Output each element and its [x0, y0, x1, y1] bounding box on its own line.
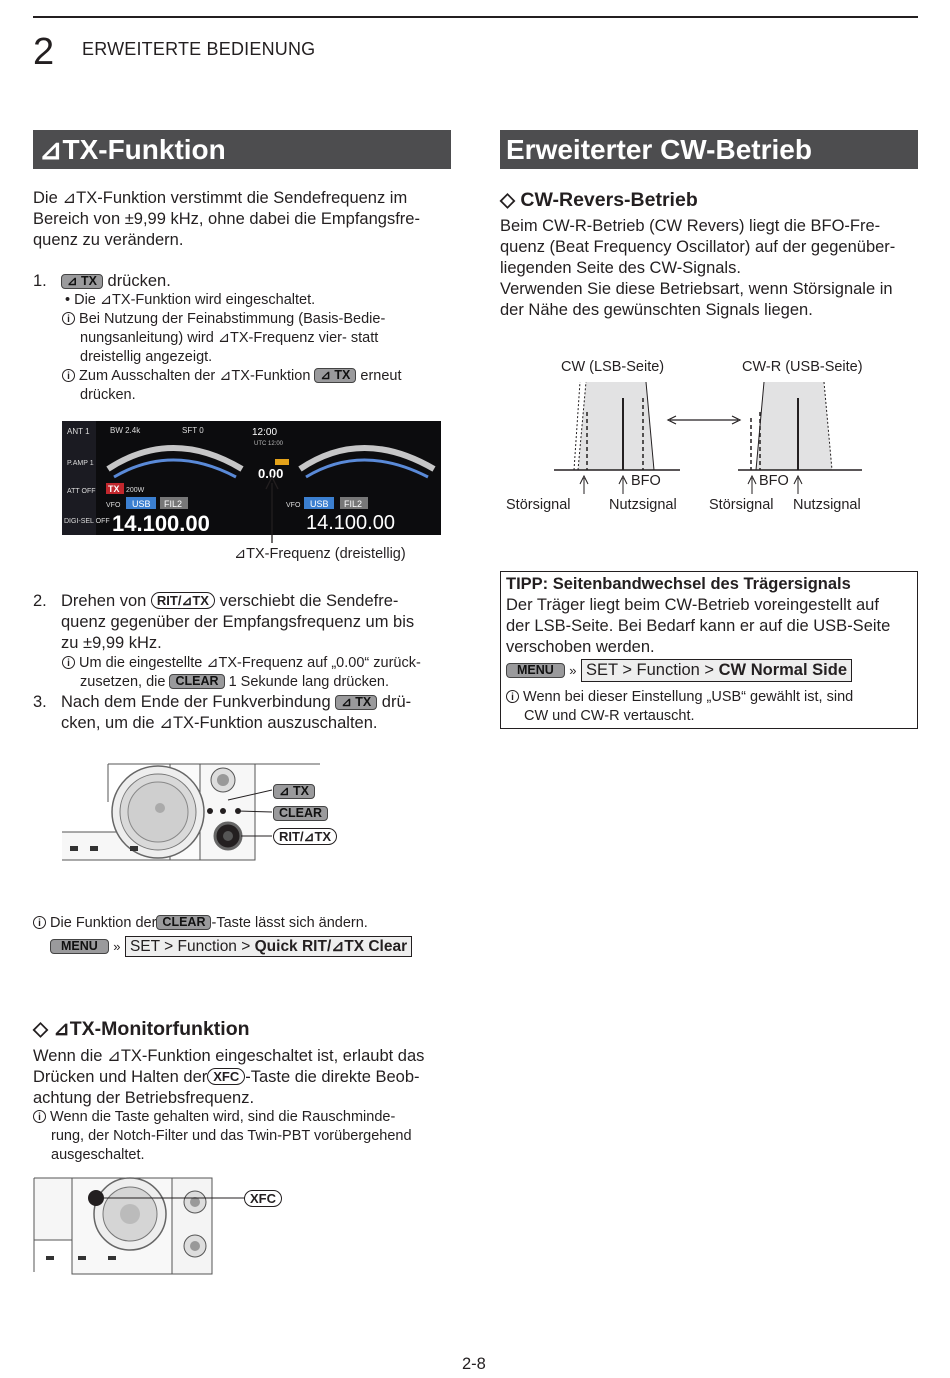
ant-label: ANT 1 [67, 427, 90, 436]
tip-menu-path: MENU » SET > Function > CW Normal Side [506, 659, 852, 682]
nutz-label-usb: Nutzsignal [793, 497, 861, 513]
rit-knob-label: RIT/⊿TX [273, 828, 337, 845]
bfo-label-lsb: BFO [631, 473, 661, 489]
info-icon: i [33, 916, 46, 929]
info-icon: i [62, 312, 75, 325]
monitor-paragraph: Wenn die ⊿TX-Funktion eingeschaltet ist, erlaubt das Drücken und Halten der XFC -Taste die direkte Beob- achtung der Betriebsfrequenz. [33, 1047, 425, 1107]
att-label: ATT OFF [67, 488, 96, 495]
svg-text:VFO: VFO [286, 502, 301, 509]
sub-frequency: 14.100.00 [306, 512, 395, 534]
main-frequency: 14.100.00 [112, 511, 210, 535]
monitor-note: i Wenn die Taste gehalten wird, sind die Rauschminde- rung, der Notch-Filter und das Twin-PBT vorübergehend ausgeschaltet. [33, 1108, 458, 1165]
page-number: 2-8 [462, 1355, 486, 1373]
step-1-bullet: • Die ⊿TX-Funktion wird eingeschaltet. [65, 292, 316, 308]
svg-text:VFO: VFO [106, 502, 121, 509]
bw-label: BW 2.4k [110, 426, 141, 435]
digisel-label: DIGI-SEL OFF [64, 518, 110, 525]
info-icon: i [62, 656, 75, 669]
display-caption: ⊿TX-Frequenz (dreistellig) [234, 546, 406, 562]
svg-text:FIL2: FIL2 [344, 499, 363, 509]
info-icon: i [506, 690, 519, 703]
step-1-note-1: i Bei Nutzung der Feinabstimmung (Basis-Bedie- nungsanleitung) wird ⊿TX-Frequenz vier- statt dreistellig angezeigt. [62, 310, 452, 367]
clock: 12:00 [252, 427, 278, 438]
chapter-number: 2 [33, 31, 55, 73]
chapter-title: ERWEITERTE BEDIENUNG [82, 39, 316, 59]
step-3: 3. Nach dem Ende der Funkverbindung ⊿ TX drü- cken, um die ⊿TX-Funktion auszuschalten. [33, 693, 412, 732]
section-title-delta-tx: ⊿TX-Funktion [33, 130, 451, 169]
clear-note: i Die Funktion der CLEAR -Taste lässt sich ändern. [33, 914, 368, 933]
svg-text:USB: USB [310, 499, 329, 509]
menu-key: MENU [506, 663, 565, 678]
cw-sideband-diagram [550, 378, 880, 498]
section-title-cw: Erweiterter CW-Betrieb [500, 130, 918, 169]
cw-reverse-heading: ◇ CW-Revers-Betrieb [500, 189, 698, 211]
caption-arrow [262, 475, 282, 545]
step-2-note: i Um die eingestellte ⊿TX-Frequenz auf „0.00“ zurück- zusetzen, die CLEAR 1 Sekunde lang drücken. [62, 654, 457, 692]
monitor-heading: ◇ ⊿TX-Monitorfunktion [33, 1018, 250, 1040]
stoer-label-usb: Störsignal [709, 497, 774, 513]
cw-reverse-paragraph: Beim CW-R-Betrieb (CW Revers) liegt die BFO-Fre- quenz (Beat Frequency Oscillator) auf der gegenüber- liegenden Seite des CW-Signals. Verwenden Sie diese Betriebsart, wenn Störsignale in der Nähe des gewünschten Signals liegen. [500, 217, 896, 319]
step-1-note-2: i Zum Ausschalten der ⊿TX-Funktion ⊿ TX erneut drücken. [62, 367, 452, 405]
bfo-label-usb: BFO [759, 473, 789, 489]
rit-delta-tx-knob-key: RIT/⊿TX [151, 592, 215, 609]
nutz-label-lsb: Nutzsignal [609, 497, 677, 513]
tip-note: i Wenn bei dieser Einstellung „USB“ gewählt ist, sind CW und CW-R vertauscht. [506, 688, 916, 726]
tip-box [500, 571, 918, 729]
tx-indicator: TX [108, 484, 120, 494]
svg-text:UTC 12:00: UTC 12:00 [254, 441, 284, 447]
header-rule [33, 16, 918, 18]
info-icon: i [62, 369, 75, 382]
delta-tx-button-label: ⊿ TX [273, 784, 315, 799]
tip-title: TIPP: Seitenbandwechsel des Trägersignals [506, 575, 851, 593]
step-1: 1. ⊿ TX drücken. [33, 272, 171, 290]
pamp-label: P.AMP 1 [67, 460, 94, 467]
intro-paragraph: Die ⊿TX-Funktion verstimmt die Sendefrequenz im Bereich von ±9,99 kHz, ohne dabei die Empfangsfre- quenz zu verändern. [33, 189, 420, 249]
mode-badge: USB [132, 499, 151, 509]
svg-text:200W: 200W [126, 487, 145, 494]
step-2: 2. Drehen von RIT/⊿TX verschiebt die Sendefre- quenz gegenüber der Empfangsfrequenz um bis zu ±9,99 kHz. [33, 592, 415, 652]
tip-text: Der Träger liegt beim CW-Betrieb voreingestellt auf der LSB-Seite. Bei Bedarf kann er auf die USB-Seite verschoben werden. [506, 596, 891, 656]
clear-menu-path: MENU » SET > Function > Quick RIT/⊿TX Clear [50, 936, 412, 957]
delta-tx-readout: 0.00 [258, 466, 284, 481]
clear-button-label: CLEAR [273, 806, 328, 821]
filter-badge: FIL2 [164, 499, 183, 509]
svg-text:SFT 0: SFT 0 [182, 426, 204, 435]
delta-tx-key: ⊿ TX [61, 274, 103, 289]
stoer-label-lsb: Störsignal [506, 497, 571, 513]
diagram-label-lsb: CW (LSB-Seite) [561, 359, 665, 375]
info-icon: i [33, 1110, 46, 1123]
menu-key: MENU [50, 939, 109, 954]
diagram-label-usb: CW-R (USB-Seite) [742, 359, 863, 375]
radio-display-image [62, 421, 441, 535]
xfc-button-label: XFC [244, 1190, 282, 1207]
